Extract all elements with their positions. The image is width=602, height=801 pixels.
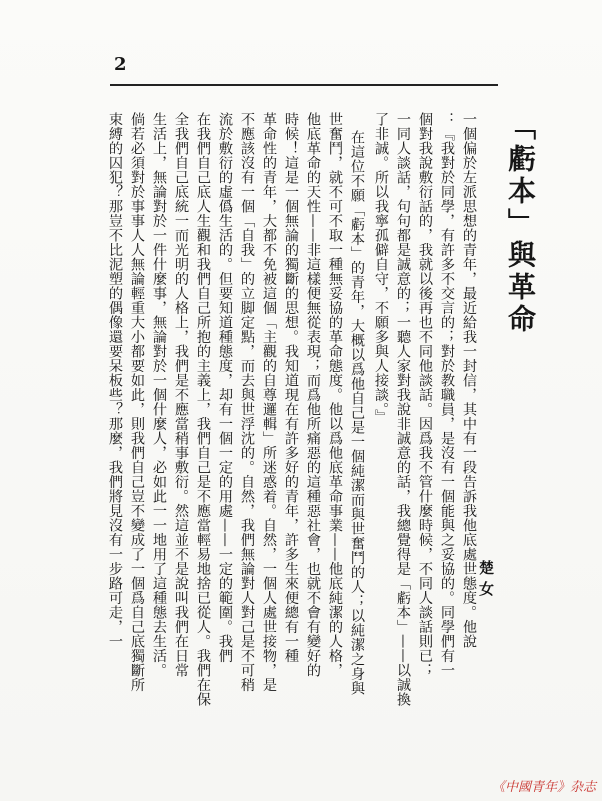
text-column: 倘若必須對於事事人人無論輕重大小都要如此，則我們自己豈不變成了一個爲自己底獨斷所 (129, 112, 145, 692)
text-column: 他底革命的天性——非這樣便無從表現；而爲他所痛惡的這種惡社會，也就不會有變好的 (305, 112, 321, 678)
text-column: 一同人談話，句句都是誠意的；一聽人家對我說非誠意的話，我總覺得是「虧本」——以誠換 (395, 112, 411, 707)
text-column: 不應該沒有一個「自我」的立脚定點，而去與世浮沈的。自然，我們無論對人對己是不可稍 (239, 112, 255, 692)
article-title: 「虧本」與革命 (504, 112, 537, 336)
text-column: 在我們自己底人生觀和我們自己所抱的主義上，我們自己是不應當輕易地捨已從人。我們在保 (195, 112, 211, 707)
text-column: 革命性的青年，大都不免被這個「主觀的自尊邏輯」所迷惑着。自然，一個人處世接物，是 (261, 112, 277, 692)
magazine-watermark: 《中國青年》杂志 (491, 780, 596, 795)
text-column: 全我們自己底統一而光明的人格上，我們是不應當稍事敷衍。然這並不是說叫我們在日常 (173, 112, 189, 678)
text-column: 生活上，無論對於一件什麼事，無論對於一個什麼人，必如此一一地用了這種態去生活。 (151, 112, 167, 678)
text-column: 個對我說敷衍話的，我就以後再也不同他談話。因爲我不管什麼時候，不同人談話則已； (417, 112, 433, 678)
text-column: 流於敷衍的虛僞生活的。但要知道種態度，却有一個一定的用處——一定的範圍。我們 (217, 112, 233, 663)
text-column: 束縛的囚犯？那豈不比泥塑的偶像還要呆板些？那麼，我們將見沒有一步路可走，一 (107, 112, 123, 649)
text-column: 一個偏於左派思想的青年，最近給我一封信，其中有一段告訴我他底處世態度。他說 (461, 112, 477, 649)
header-rule (110, 84, 498, 86)
author-name: 楚女 (477, 560, 495, 602)
text-column: 在這位不願「虧本」的青年，大概以爲他自己是一個純潔而與世奮鬥的人；以純潔之身與 (349, 130, 365, 696)
page-number: 2 (114, 54, 127, 75)
text-column: 時候！這是一個無論的獨斷的思想。我知道現在有許多好的青年，許多生來便總有一種 (283, 112, 299, 663)
text-column: 世奮鬥，就不可不取一種無妥協的革命態度。他以爲他底革命事業——他底純潔的人格， (327, 112, 343, 678)
text-column: 了非誠。所以我寧孤僻自守，不願多與人接談。』 (373, 112, 389, 424)
text-column: ：『我對於同學，有許多不交言的；對於教職員，是沒有一個能與之妥協的。同學們有一 (439, 112, 455, 678)
